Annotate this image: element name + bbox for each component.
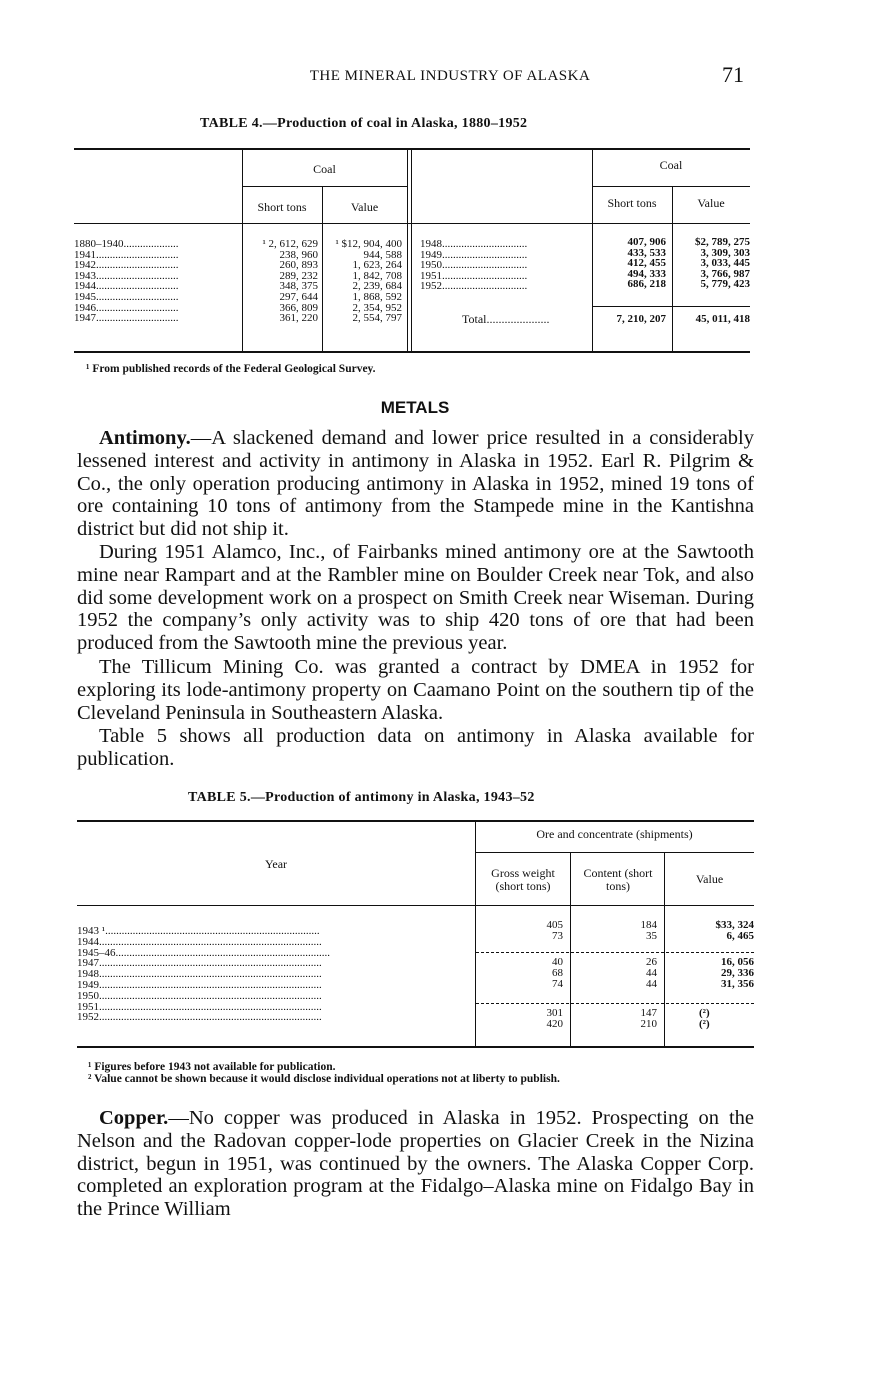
table5-col-gross: Gross weight (short tons) [491, 866, 555, 893]
table4-col-short-tons-left: Short tons [257, 200, 307, 214]
table4-col-value-right: Value [697, 196, 725, 210]
table-row: 1947.............................. [74, 312, 179, 325]
table5 [77, 820, 754, 1050]
table4-right-short-tons: 407, 906 433, 533 412, 455 494, 333 686, 218 [627, 236, 666, 291]
table-row: 1942.............................. [74, 259, 179, 272]
table4-top-rule [74, 148, 750, 150]
table-row: 1943 ¹.............................................................................. [77, 926, 320, 937]
table-row: 1950............................... [420, 259, 528, 272]
table4-caption: TABLE 4.—Production of coal in Alaska, 1880–1952 [200, 116, 528, 131]
table5-value-1951-52: (²) (²) [699, 1007, 710, 1030]
paragraph-tillicum: The Tillicum Mining Co. was granted a contract by DMEA in 1952 for exploring its lode-antimony property on Caamano Point on the southern tip of the Cleveland Peninsula in Southeastern Alaska. [77, 656, 754, 724]
table4-left-years [74, 239, 240, 324]
table4-right-years [420, 239, 590, 292]
table4-right-value: $2, 789, 275 3, 309, 303 3, 033, 445 3, 766, 987 5, 779, 423 [695, 236, 750, 291]
table4-footnote: ¹ From published records of the Federal Geological Survey. [86, 363, 376, 375]
table-row: 1941.............................. [74, 248, 179, 261]
table5-footnote-1: ¹ Figures before 1943 not available for publication. [88, 1061, 336, 1073]
table4-bottom-rule [74, 351, 750, 353]
table5-caption: TABLE 5.—Production of antimony in Alaska, 1943–52 [188, 790, 535, 805]
table5-value-1947-49: 16, 056 29, 336 31, 356 [721, 956, 754, 990]
table5-value-1943-44: $33, 324 6, 465 [715, 919, 754, 942]
paragraph-alamco: During 1951 Alamco, Inc., of Fairbanks mined antimony ore at the Sawtooth mine near Rampart and at the Rambler mine on Boulder Creek near Tok, and also did some development work on a prospect on Smith Creek near Wiseman. During 1952 the company’s only activity was to ship 420 tons of ore that had been produced from the Sawtooth mine the previous year. [77, 541, 754, 655]
table4-header-rule [74, 223, 750, 224]
table4-left-value: ¹ $12, 904, 400 944, 588 1, 623, 264 1, 842, 708 2, 239, 684 1, 868, 592 2, 354, 952 2, 554, 797 [335, 239, 402, 324]
table-row: 1949............................... [420, 248, 528, 261]
table-row: 1950................................................................................. [77, 989, 322, 1002]
table5-gross-1943-44: 405 73 [546, 919, 563, 942]
table5-content-1943-44: 184 35 [640, 919, 657, 942]
table-row: 1880–1940.................... [74, 238, 179, 250]
table4-total-short-tons: 7, 210, 207 [616, 313, 666, 325]
table4-total-value: 45, 011, 418 [695, 313, 750, 325]
table4-col-value-left: Value [350, 200, 379, 214]
table-row: 1946.............................. [74, 301, 179, 314]
table-row: 1948................................................................................. [77, 968, 322, 981]
running-head: THE MINERAL INDUSTRY OF ALASKA [309, 68, 591, 84]
table4-group-header-right: Coal [659, 158, 683, 172]
table-row: 1949................................................................................. [77, 978, 322, 991]
table5-gross-1947-49: 40 68 74 [552, 956, 563, 990]
table-row: 1948............................... [420, 239, 528, 250]
table-row: 1952................................................................................. [77, 1011, 322, 1024]
page-number: 71 [722, 62, 744, 87]
table5-col-year: Year [264, 857, 288, 871]
table-row: 1952............................... [420, 280, 528, 292]
table-row: 1945–46.............................................................................. [77, 946, 330, 959]
table-row: 1944................................................................................. [77, 935, 322, 948]
paragraph-table5-intro: Table 5 shows all production data on antimony in Alaska available for publication. [77, 725, 754, 770]
table5-content-1947-49: 26 44 44 [646, 956, 657, 990]
table4 [74, 145, 750, 353]
table-row: 1947................................................................................. [77, 957, 322, 970]
section-heading-metals: METALS [380, 398, 450, 417]
table4-col-short-tons-right: Short tons [607, 196, 657, 210]
table5-group-header: Ore and concentrate (shipments) [536, 827, 693, 841]
table5-col-content: Content (short tons) [583, 866, 653, 893]
table-row: 1945.............................. [74, 290, 179, 303]
table4-group-header-left: Coal [313, 162, 336, 176]
table-row: 1951................................................................................. [77, 1000, 322, 1013]
table-row: 1951............................... [420, 269, 528, 282]
table5-content-1951-52: 147 210 [640, 1007, 657, 1030]
paragraph-antimony: Antimony.—A slackened demand and lower price resulted in a considerably lessened interest and activity in antimony in Alaska in 1952. Earl R. Pilgrim & Co., the only operation producing antimony in Alaska in 1952, mined 19 tons of ore containing 10 tons of antimony from the Stampede mine in the Kantishna district but did not ship it. [77, 427, 754, 541]
table5-gross-1951-52: 301 420 [546, 1007, 563, 1030]
table5-col-value: Value [695, 872, 724, 886]
table-row: 1943.............................. [74, 269, 179, 282]
paragraph-copper: Copper.—No copper was produced in Alaska in 1952. Prospecting on the Nelson and the Radovan copper-lode properties on Glacier Creek in the Nizina district, begun in 1951, was continued by the owners. The Alaska Copper Corp. completed an exploration program at the Fidalgo–Alaska mine on Fidalgo Bay in the Prince William [77, 1107, 754, 1221]
table4-total-label: Total..................... [462, 314, 550, 325]
table5-years [77, 926, 473, 1023]
table5-footnote-2: ² Value cannot be shown because it would disclose individual operations not at liberty to publish. [88, 1073, 560, 1085]
table-row: 1944.............................. [74, 280, 179, 293]
table4-left-short-tons: ¹ 2, 612, 629 238, 960 260, 893 289, 232 348, 375 297, 644 366, 809 361, 220 [262, 239, 318, 324]
